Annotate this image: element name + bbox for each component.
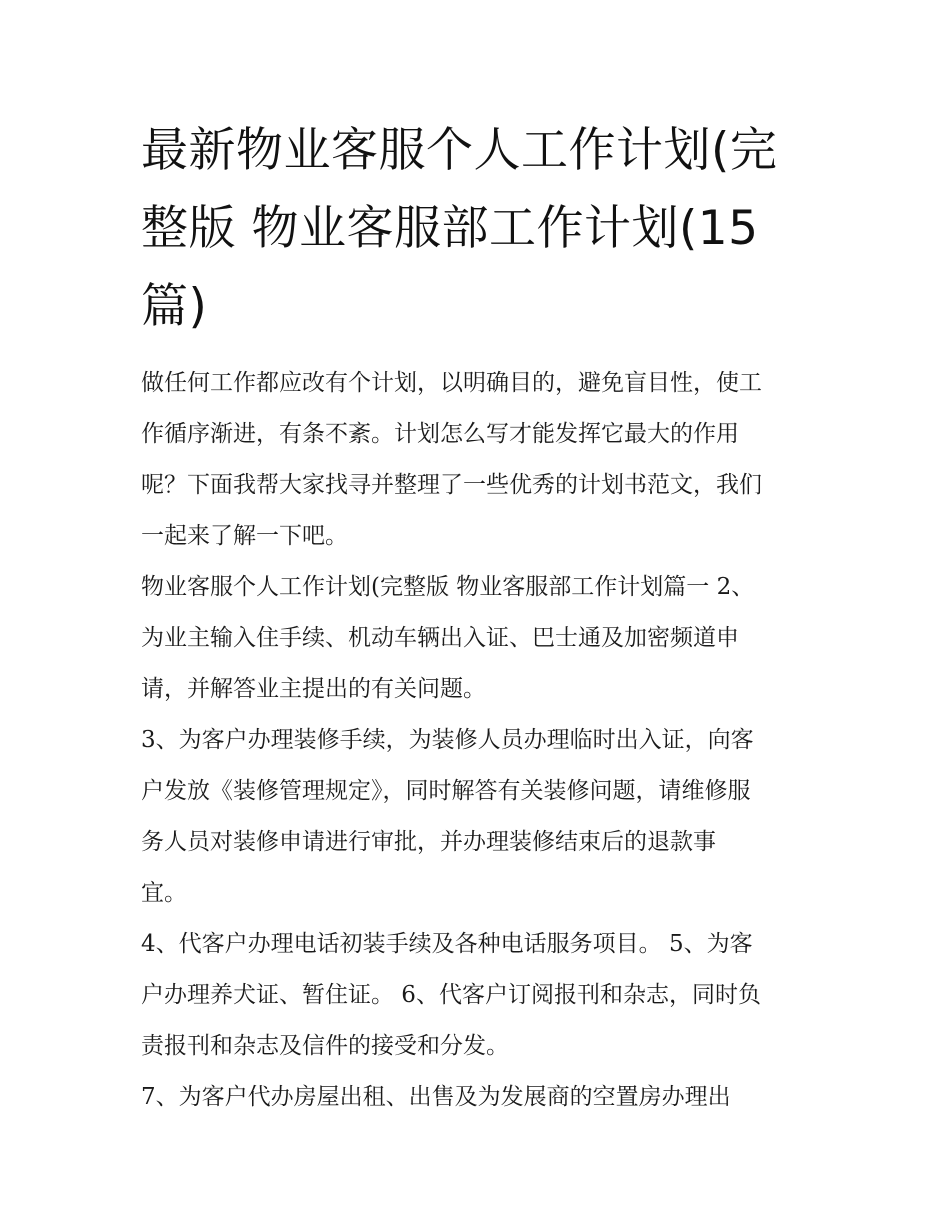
text-line: 呢？下面我帮大家找寻并整理了一些优秀的计划书范文，我们 [141, 472, 762, 498]
text-line: 作循序渐进，有条不紊。计划怎么写才能发挥它最大的作用 [141, 421, 739, 447]
text-line: 做任何工作都应改有个计划，以明确目的，避免盲目性，使工 [141, 370, 762, 396]
title-line: 整版 物业客服部工作计划(15 [141, 201, 759, 256]
text-line: 请，并解答业主提出的有关问题。 [141, 676, 486, 702]
text-line: 宜。 [141, 880, 187, 906]
text-line: 户发放《装修管理规定》，同时解答有关装修问题，请维修服 [141, 778, 751, 804]
plan-item-paragraph [141, 562, 813, 715]
text-line: 4、代客户办理电话初装手续及各种电话服务项目。 5、为客 [141, 931, 753, 957]
title-line: 最新物业客服个人工作计划(完 [141, 123, 778, 178]
text-line: 一起来了解一下吧。 [141, 523, 348, 549]
text-line: 户办理养犬证、暂住证。 6、代客户订阅报刊和杂志，同时负 [141, 982, 761, 1008]
text-line: 责报刊和杂志及信件的接受和分发。 [141, 1033, 509, 1059]
text-line: 务人员对装修申请进行审批，并办理装修结束后的退款事 [141, 829, 716, 855]
intro-paragraph [141, 358, 813, 562]
title-line: 篇) [141, 279, 208, 334]
plan-item-paragraph [141, 1072, 813, 1123]
text-line: 7、为客户代办房屋出租、出售及为发展商的空置房办理出 [141, 1084, 731, 1110]
text-line: 为业主输入住手续、机动车辆出入证、巴士通及加密频道申 [141, 625, 739, 651]
plan-item-paragraph [141, 715, 813, 919]
document-content [141, 112, 813, 1123]
text-line: 物业客服个人工作计划(完整版 物业客服部工作计划篇一 2、 [141, 574, 755, 600]
document-title [141, 112, 813, 346]
document-body [141, 358, 813, 1123]
plan-item-paragraph [141, 919, 813, 1072]
text-line: 3、为客户办理装修手续，为装修人员办理临时出入证，向客 [141, 727, 754, 753]
